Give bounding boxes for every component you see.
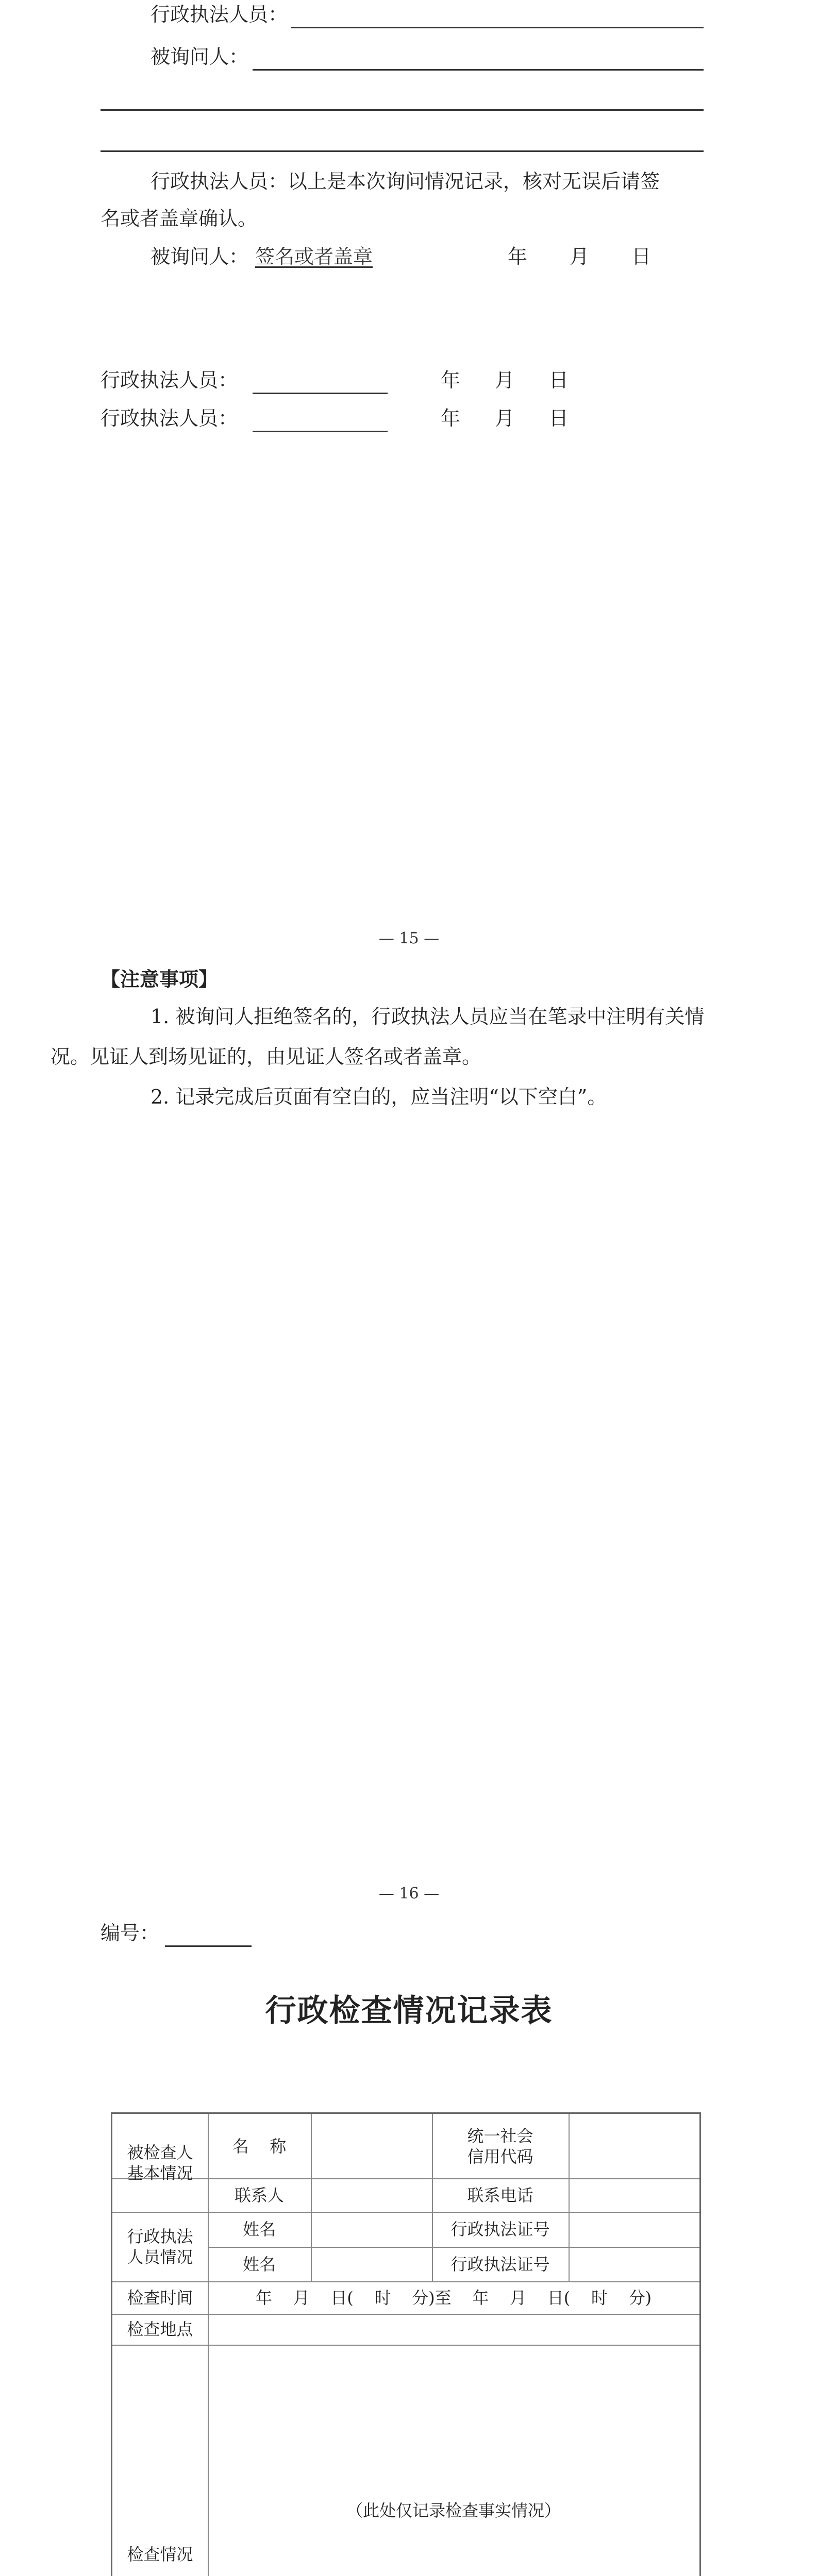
interviewee-sign-placeholder: 签名或者盖章 [255,245,373,268]
inspection-place-label: 检查地点 [127,2319,193,2339]
serial-label: 编号： [101,1922,160,1944]
phone-field[interactable] [569,2178,699,2212]
blank-line-2 [101,150,704,152]
page-number: — 16 — [378,1885,440,1903]
inspection-place-field[interactable] [208,2314,699,2345]
notice-item-1 [51,996,727,1077]
interviewee-sign-label: 被询问人： [151,245,249,268]
officer-sign-label-2: 行政执法人员： [101,407,238,430]
credit-code-label: 统一社会 信用代码 [467,2126,533,2166]
date-day: 日 [631,245,652,268]
date-year: 年 [441,407,461,430]
date-day: 日 [549,369,569,392]
inspection-record-table [111,2112,701,2576]
contact-label: 联系人 [234,2185,284,2205]
notice-line: 况。见证人到场见证的，由见证人签名或者盖章。 [51,1045,482,1068]
officer-sign-line-1 [253,393,388,394]
officer-sign-line-2 [253,431,388,432]
confirm-text-1: 行政执法人员：以上是本次询问情况记录，核对无误后请签 [151,170,660,193]
date-month: 月 [495,407,515,430]
date-month: 月 [495,369,515,392]
name-field[interactable] [311,2114,432,2178]
inspected-party-header: 被检查人 基本情况 [127,2143,193,2183]
date-day: 日 [549,407,569,430]
date-year: 年 [441,369,461,392]
serial-line [165,1945,252,1947]
notice-title: 【注意事项】 [101,968,219,991]
officer-line [291,27,704,28]
notice-item-2 [151,1077,777,1117]
confirm-text-2: 名或者盖章确认。 [101,207,258,230]
form-title: 行政检查情况记录表 [265,1993,553,2029]
date-month: 月 [570,245,590,268]
officers-info-header: 行政执法 人员情况 [127,2226,193,2267]
officer-label: 行政执法人员： [151,3,288,26]
interviewee-label: 被询问人： [151,45,249,68]
officer-name-label-2: 姓名 [242,2254,276,2274]
interviewee-line [253,69,704,71]
officer-sign-label-1: 行政执法人员： [101,369,238,392]
page-number: — 15 — [378,929,440,947]
notice-line: 1. 被询问人拒绝签名的，行政执法人员应当在笔录中注明有关情 [151,1005,705,1028]
inspection-note: （此处仅记录检查事实情况） [346,2501,561,2520]
inspection-time-field[interactable]: 年 月 日( 时 分)至 年 月 日( 时 分) [255,2287,652,2308]
contact-field[interactable] [311,2178,432,2212]
officer-cert-label-2: 行政执法证号 [450,2254,550,2274]
notice-line: 2. 记录完成后页面有空白的，应当注明“以下空白”。 [151,1086,607,1108]
phone-label: 联系电话 [467,2185,533,2205]
officer-name-label-1: 姓名 [242,2219,276,2239]
date-year: 年 [508,245,528,268]
officer-cert-label-1: 行政执法证号 [450,2219,550,2239]
inspection-status-label: 检查情况 [127,2545,193,2564]
inspection-time-label: 检查时间 [127,2287,193,2308]
blank-line-1 [101,109,704,111]
credit-code-field[interactable] [569,2114,699,2178]
name-label: 名 称 [232,2136,287,2156]
